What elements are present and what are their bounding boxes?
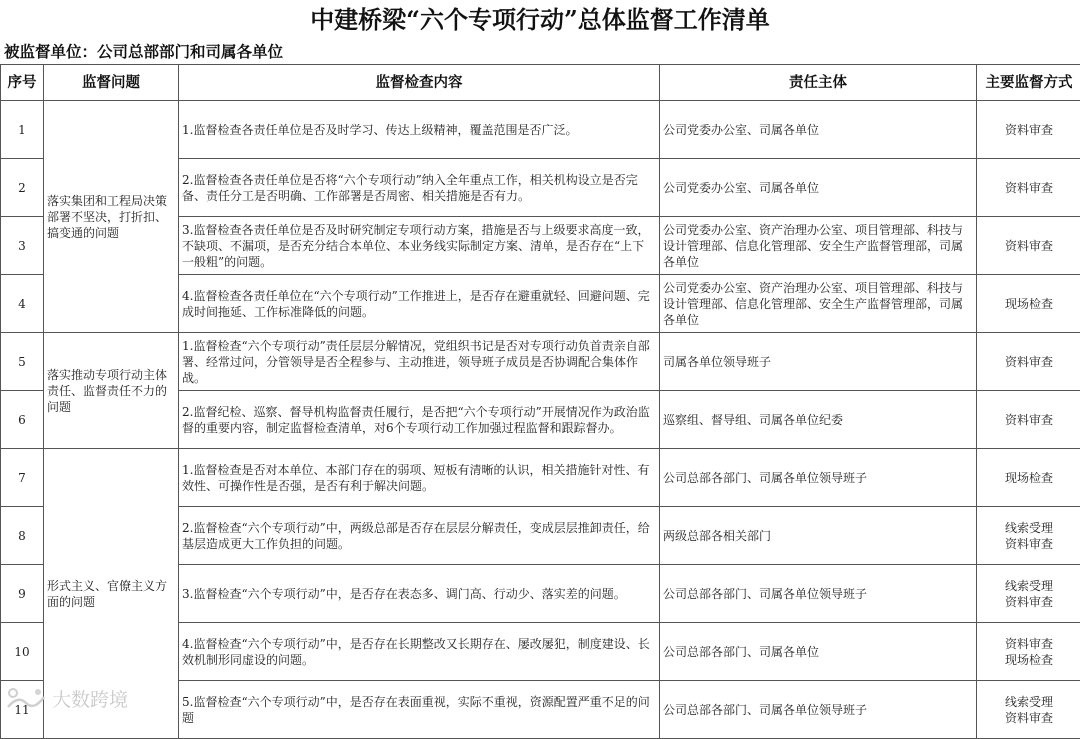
responsible-cell: 公司党委办公室、资产治理办公室、项目管理部、科技与设计管理部、信息化管理部、安全生产监督管理部，司属各单位 — [660, 217, 977, 275]
issue-cell: 形式主义、官僚主义方面的问题 — [44, 449, 179, 739]
responsible-cell: 两级总部各相关部门 — [660, 507, 977, 565]
content-cell: 2.监督检查“六个专项行动”中，两级总部是否存在层层分解责任，变成层层推卸责任，给基层造成更大工作负担的问题。 — [179, 507, 660, 565]
header-issue: 监督问题 — [44, 65, 179, 101]
method-item: 现场检查 — [980, 652, 1078, 668]
method-item: 线索受理 — [980, 578, 1078, 594]
responsible-cell: 巡察组、督导组、司属各单位纪委 — [660, 391, 977, 449]
method-item: 资料审查 — [980, 412, 1078, 428]
method-item: 现场检查 — [980, 296, 1078, 312]
method-cell — [977, 333, 1080, 391]
content-cell: 4.监督检查“六个专项行动”中，是否存在长期整改又长期存在、屡改屡犯，制度建设、长效机制形同虚设的问题。 — [179, 623, 660, 681]
content-cell: 2.监督检查各责任单位是否将“六个专项行动”纳入全年重点工作，相关机构设立是否完备、责任分工是否明确、工作部署是否周密、相关措施是否有力。 — [179, 159, 660, 217]
method-cell — [977, 507, 1080, 565]
watermark-text: 大数跨境 — [52, 685, 128, 712]
responsible-cell: 公司党委办公室、司属各单位 — [660, 101, 977, 159]
table-row — [1, 101, 1080, 159]
issue-cell: 落实推动专项行动主体责任、监督责任不力的问题 — [44, 333, 179, 449]
method-cell — [977, 217, 1080, 275]
supervision-table — [0, 64, 1080, 739]
page-title: 中建桥梁“六个专项行动”总体监督工作清单 — [0, 2, 1080, 38]
content-cell: 1.监督检查“六个专项行动”责任层层分解情况，党组织书记是否对专项行动负首责亲自部署、经常过问，分管领导是否全程参与、主动推进，领导班子成员是否协调配合集体作战。 — [179, 333, 660, 391]
method-item: 资料审查 — [980, 180, 1078, 196]
method-cell — [977, 391, 1080, 449]
responsible-cell: 公司党委办公室、资产治理办公室、项目管理部、科技与设计管理部、信息化管理部、安全生产监督管理部，司属各单位 — [660, 275, 977, 333]
row-seq: 10 — [1, 623, 44, 681]
responsible-cell: 公司总部各部门、司属各单位领导班子 — [660, 565, 977, 623]
row-seq: 9 — [1, 565, 44, 623]
row-seq: 5 — [1, 333, 44, 391]
method-cell — [977, 101, 1080, 159]
responsible-cell: 公司总部各部门、司属各单位领导班子 — [660, 681, 977, 739]
header-method: 主要监督方式 — [977, 65, 1080, 101]
row-seq: 2 — [1, 159, 44, 217]
method-cell — [977, 623, 1080, 681]
content-cell: 3.监督检查“六个专项行动”中，是否存在表态多、调门高、行动少、落实差的问题。 — [179, 565, 660, 623]
content-cell: 4.监督检查各责任单位在“六个专项行动”工作推进上，是否存在避重就轻、回避问题、完成时间拖延、工作标准降低的问题。 — [179, 275, 660, 333]
method-cell — [977, 159, 1080, 217]
header-seq: 序号 — [1, 65, 44, 101]
method-item: 资料审查 — [980, 710, 1078, 726]
watermark — [4, 683, 128, 713]
responsible-cell: 公司总部各部门、司属各单位领导班子 — [660, 449, 977, 507]
supervised-unit: 被监督单位：公司总部部门和司属各单位 — [4, 40, 283, 64]
header-responsible: 责任主体 — [660, 65, 977, 101]
method-item: 线索受理 — [980, 694, 1078, 710]
row-seq: 6 — [1, 391, 44, 449]
content-cell: 5.监督检查“六个专项行动”中，是否存在表面重视，实际不重视，资源配置严重不足的问题 — [179, 681, 660, 739]
row-seq: 7 — [1, 449, 44, 507]
table-row — [1, 449, 1080, 507]
method-cell — [977, 275, 1080, 333]
issue-cell: 落实集团和工程局决策部署不坚决，打折扣、搞变通的问题 — [44, 101, 179, 333]
content-cell: 2.监督纪检、巡察、督导机构监督责任履行，是否把“六个专项行动”开展情况作为政治监督的重要内容，制定监督检查清单，对6个专项行动工作加强过程监督和跟踪督办。 — [179, 391, 660, 449]
responsible-cell: 司属各单位领导班子 — [660, 333, 977, 391]
method-item: 资料审查 — [980, 122, 1078, 138]
row-seq: 1 — [1, 101, 44, 159]
responsible-cell: 公司党委办公室、司属各单位 — [660, 159, 977, 217]
content-cell: 1.监督检查是否对本单位、本部门存在的弱项、短板有清晰的认识，相关措施针对性、有效性、可操作性是否强，是否有利于解决问题。 — [179, 449, 660, 507]
content-cell: 1.监督检查各责任单位是否及时学习、传达上级精神，覆盖范围是否广泛。 — [179, 101, 660, 159]
method-cell — [977, 565, 1080, 623]
method-item: 资料审查 — [980, 354, 1078, 370]
row-seq: 11 — [1, 681, 44, 739]
content-cell: 3.监督检查各责任单位是否及时研究制定专项行动方案，措施是否与上级要求高度一致，不缺项、不漏项，是否充分结合本单位、本业务线实际制定方案、清单，是否存在“上下一般粗”的问题。 — [179, 217, 660, 275]
method-item: 资料审查 — [980, 536, 1078, 552]
method-item: 资料审查 — [980, 594, 1078, 610]
row-seq: 8 — [1, 507, 44, 565]
method-item: 线索受理 — [980, 520, 1078, 536]
row-seq: 3 — [1, 217, 44, 275]
method-cell — [977, 449, 1080, 507]
method-item: 资料审查 — [980, 636, 1078, 652]
method-item: 现场检查 — [980, 470, 1078, 486]
header-content: 监督检查内容 — [179, 65, 660, 101]
method-item: 资料审查 — [980, 238, 1078, 254]
table-header-row — [1, 65, 1080, 101]
row-seq: 4 — [1, 275, 44, 333]
table-row — [1, 333, 1080, 391]
method-cell — [977, 681, 1080, 739]
responsible-cell: 公司总部各部门、司属各单位 — [660, 623, 977, 681]
watermark-logo-icon — [4, 685, 48, 711]
